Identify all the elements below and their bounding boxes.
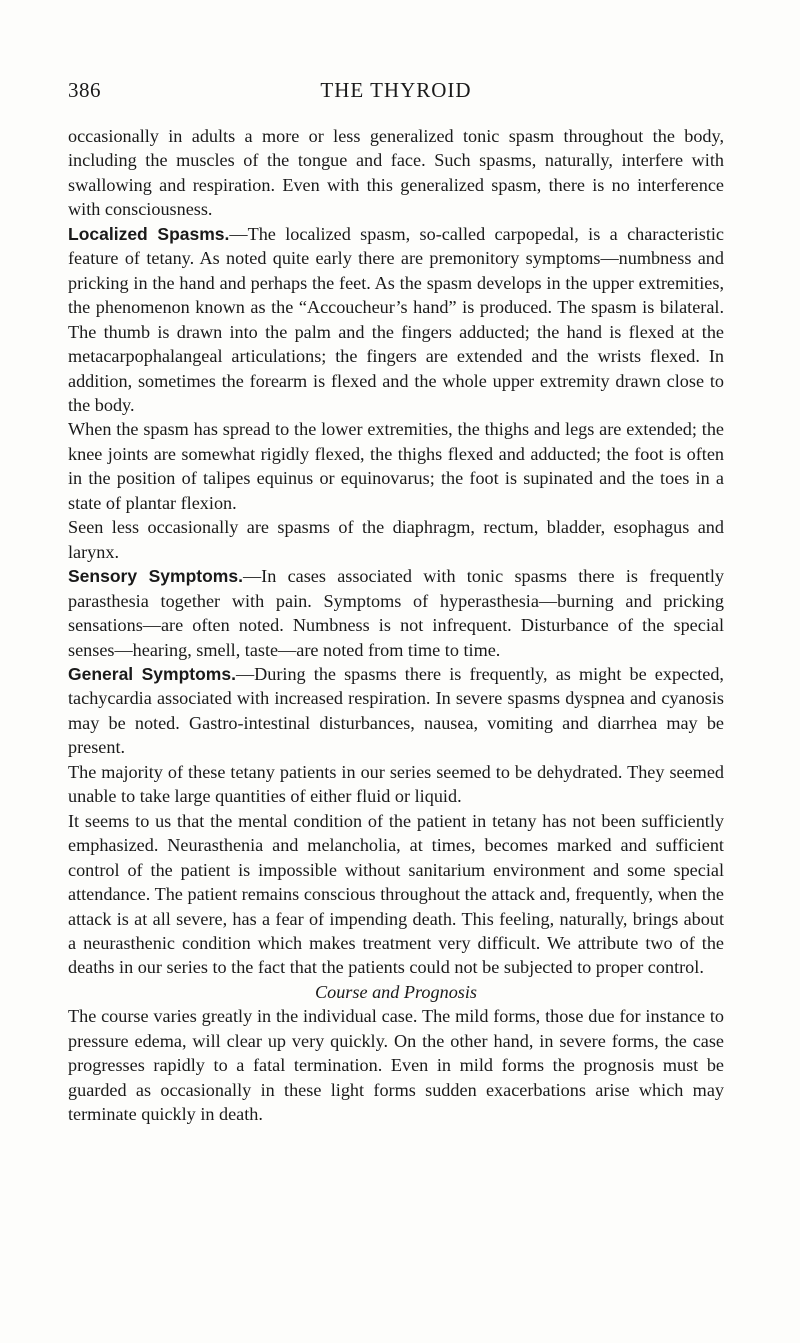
- paragraph-localized-spasms: [68, 222, 724, 418]
- paragraph-sensory-symptoms: [68, 564, 724, 662]
- page-number: 386: [68, 78, 101, 102]
- paragraph-continuation: [68, 124, 724, 222]
- page: [68, 78, 724, 1127]
- paragraph-other-spasms: [68, 515, 724, 564]
- body-text: [68, 124, 724, 1127]
- side-heading-general-symptoms: General Symptoms.: [68, 663, 236, 684]
- paragraph-text: —In cases associated with tonic spasms there is frequently parasthesia together with pain. Symptoms of hyperasthesia—burning and pricking sensations—are often noted. Numbness is not infrequent. Disturbance of the special senses—hearing, smell, taste—are noted from time to time.: [68, 566, 724, 660]
- section-heading-course-and-prognosis: Course and Prognosis: [314, 981, 478, 1002]
- paragraph-text: The course varies greatly in the individual case. The mild forms, those due for instance to pressure edema, will clear up very quickly. On the other hand, in severe forms, the case progresses rapidly to a fatal termination. Even in mild forms the prognosis must be guarded as occasionally in these light forms sudden exacerbations arise which may terminate quickly in death.: [68, 1006, 724, 1125]
- paragraph-text: The majority of these tetany patients in our series seemed to be dehydrated. They seemed unable to take large quantities of either fluid or liquid.: [68, 761, 724, 807]
- paragraph-text: occasionally in adults a more or less generalized tonic spasm throughout the body, including the muscles of the tongue and face. Such spasms, naturally, interfere with swallowing and respiration. Even with this generalized spasm, there is no interference with consciousness.: [68, 126, 724, 220]
- paragraph-mental-condition: [68, 809, 724, 980]
- side-heading-localized-spasms: Localized Spasms.: [68, 223, 230, 244]
- running-title: THE THYROID: [320, 78, 472, 102]
- paragraph-dehydration: [68, 760, 724, 809]
- paragraph-general-symptoms: [68, 662, 724, 760]
- paragraph-lower-extremities: [68, 417, 724, 515]
- paragraph-text: When the spasm has spread to the lower extremities, the thighs and legs are extended; the knee joints are somewhat rigidly flexed, the thighs flexed and adducted; the foot is often in the position of talipes equinus or equinovarus; the foot is supinated and the toes in a state of plantar flexion.: [68, 419, 724, 513]
- running-head: [68, 78, 724, 108]
- side-heading-sensory-symptoms: Sensory Symptoms.: [68, 566, 243, 587]
- paragraph-text: —During the spasms there is frequently, as might be expected, tachycardia associated with increased respiration. In severe spasms dyspnea and cyanosis may be noted. Gastro-intestinal disturbances, nausea, vomiting and diarrhea may be present.: [68, 663, 724, 758]
- paragraph-text: It seems to us that the mental condition of the patient in tetany has not been sufficiently emphasized. Neurasthenia and melancholia, at times, becomes marked and sufficient control of the patient is impossible without sanitarium environment and some special attendance. The patient remains conscious throughout the attack and, frequently, when the attack is at all severe, has a fear of impending death. This feeling, naturally, brings about a neurasthenic condition which makes treatment very difficult. We attribute two of the deaths in our series to the fact that the patients could not be subjected to proper control.: [68, 810, 724, 978]
- paragraph-text: —The localized spasm, so-called carpopedal, is a characteristic feature of tetany. As noted quite early there are premonitory symptoms—numbness and pricking in the hand and perhaps the feet. As the spasm develops in the upper extremities, the phenomenon known as the “Accoucheur’s hand” is produced. The spasm is bilateral. The thumb is drawn into the palm and the fingers adducted; the hand is flexed at the metacarpophalangeal articulations; the fingers are extended and the wrists flexed. In addition, sometimes the forearm is flexed and the whole upper extremity drawn close to the body.: [68, 223, 725, 415]
- paragraph-course: [68, 1004, 724, 1126]
- paragraph-text: Seen less occasionally are spasms of the diaphragm, rectum, bladder, esophagus and larynx.: [68, 517, 724, 562]
